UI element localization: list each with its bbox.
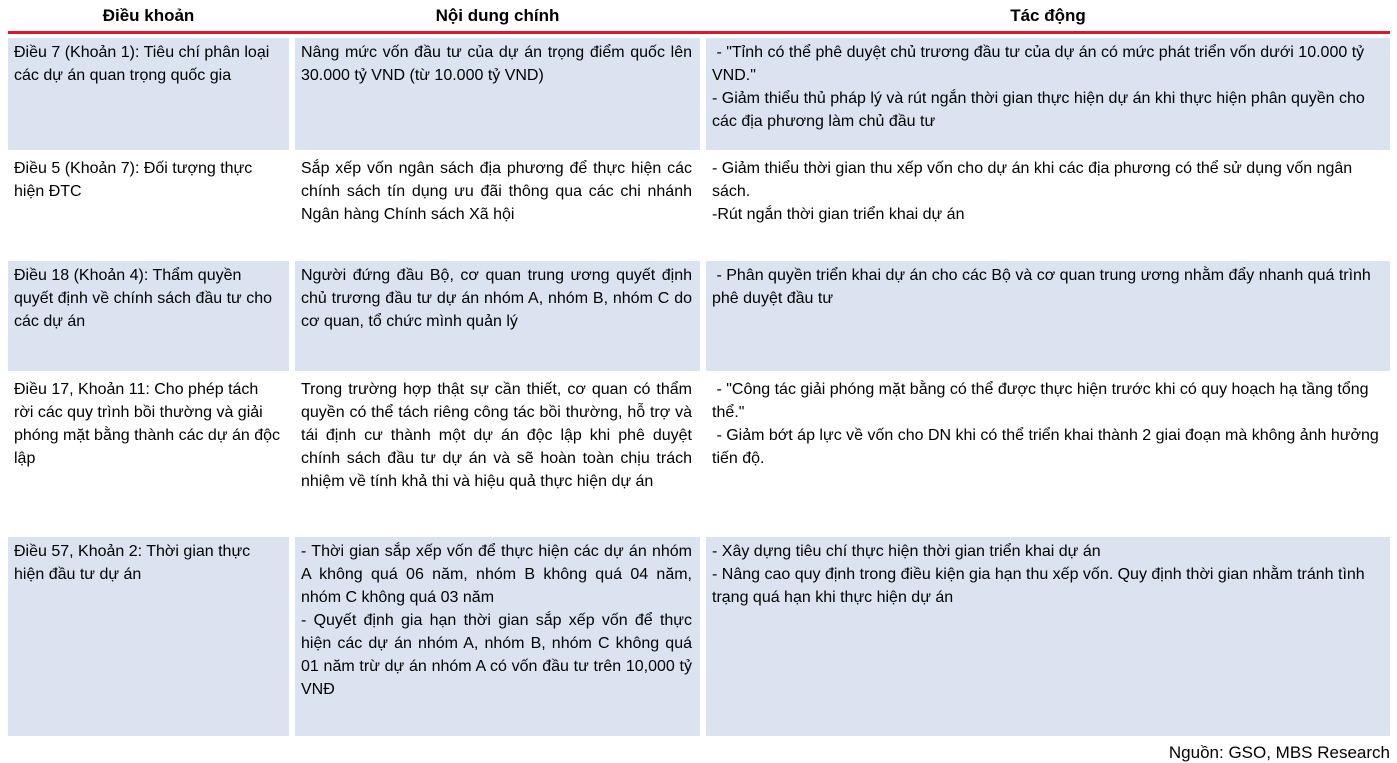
paragraph: - Giảm thiểu thời gian thu xếp vốn cho dự án khi các địa phương có thể sử dụng vốn ngân sách. bbox=[712, 160, 1357, 200]
paragraph: - Giảm bớt áp lực về vốn cho DN khi có thể triển khai thành 2 giai đoạn mà không ảnh hưởng tiến độ. bbox=[712, 427, 1384, 467]
table-row-dieu-7 bbox=[8, 38, 1390, 150]
cell-tac-dong bbox=[706, 154, 1390, 257]
cell-dieu-khoan bbox=[8, 375, 289, 533]
cell-tac-dong bbox=[706, 38, 1390, 150]
cell-dieu-khoan bbox=[8, 261, 289, 371]
cell-noi-dung bbox=[295, 38, 700, 150]
table-header-row bbox=[8, 0, 1390, 31]
paragraph: - Xây dựng tiêu chí thực hiện thời gian triển khai dự án bbox=[712, 543, 1101, 560]
paragraph: Điều 7 (Khoản 1): Tiêu chí phân loại các dự án quan trọng quốc gia bbox=[14, 44, 274, 84]
column-header-tac-dong: Tác động bbox=[1010, 5, 1086, 25]
source-note: Nguồn: GSO, MBS Research bbox=[1168, 743, 1390, 762]
paragraph: - "Công tác giải phóng mặt bằng có thể được thực hiện trước khi có quy hoạch hạ tầng tổng thể." bbox=[712, 381, 1373, 421]
cell-dieu-khoan bbox=[8, 154, 289, 257]
paragraph: - Phân quyền triển khai dự án cho các Bộ và cơ quan trung ương nhằm đẩy nhanh quá trình phê duyệt đầu tư bbox=[712, 267, 1376, 307]
paragraph: - "Tỉnh có thể phê duyệt chủ trương đầu tư của dự án có mức phát triển vốn dưới 10.000 tỷ VND." bbox=[712, 44, 1369, 84]
cell-dieu-khoan bbox=[8, 38, 289, 150]
cell-dieu-khoan bbox=[8, 537, 289, 736]
paragraph: Điều 17, Khoản 11: Cho phép tách rời các quy trình bồi thường và giải phóng mặt bằng thành các dự án độc lập bbox=[14, 381, 285, 467]
cell-noi-dung bbox=[295, 537, 700, 736]
table-row-dieu-5 bbox=[8, 154, 1390, 257]
paragraph: -Rút ngắn thời gian triển khai dự án bbox=[712, 206, 965, 223]
paragraph: Sắp xếp vốn ngân sách địa phương để thực hiện các chính sách tín dụng ưu đãi thông qua các chi nhánh Ngân hàng Chính sách Xã hội bbox=[301, 160, 692, 223]
cell-noi-dung bbox=[295, 154, 700, 257]
paragraph: Trong trường hợp thật sự cần thiết, cơ quan có thẩm quyền có thể tách riêng công tác bồi thường, hỗ trợ và tái định cư thành một dự án độc lập khi phê duyệt chính sách đầu tư dự án và sẽ hoàn toàn chịu trách nhiệm về tính khả thi và hiệu quả thực hiện dự án bbox=[301, 381, 692, 490]
cell-noi-dung bbox=[295, 261, 700, 371]
paragraph: - Quyết định gia hạn thời gian sắp xếp vốn để thực hiện các dự án nhóm A, nhóm B, nhóm C không quá 01 năm trừ dự án nhóm A có vốn đầu tư trên 10,000 tỷ VNĐ bbox=[301, 612, 692, 698]
column-header-noi-dung: Nội dung chính bbox=[435, 5, 560, 25]
table-row-dieu-18 bbox=[8, 261, 1390, 371]
paragraph: Nâng mức vốn đầu tư của dự án trọng điểm quốc lên 30.000 tỷ VND (từ 10.000 tỷ VND) bbox=[301, 44, 692, 84]
cell-tac-dong bbox=[706, 375, 1390, 533]
column-header-dieu-khoan: Điều khoản bbox=[102, 5, 195, 25]
header-divider-rule bbox=[8, 31, 1390, 34]
paragraph: Điều 18 (Khoản 4): Thẩm quyền quyết định về chính sách đầu tư cho các dự án bbox=[14, 267, 277, 330]
cell-tac-dong bbox=[706, 261, 1390, 371]
table-row-dieu-57 bbox=[8, 537, 1390, 736]
paragraph: - Nâng cao quy định trong điều kiện gia hạn thu xếp vốn. Quy định thời gian nhằm tránh tình trạng quá hạn khi thực hiện dự án bbox=[712, 566, 1370, 606]
table-row-dieu-17 bbox=[8, 375, 1390, 533]
cell-tac-dong bbox=[706, 537, 1390, 736]
cell-noi-dung bbox=[295, 375, 700, 533]
paragraph: - Giảm thiểu thủ pháp lý và rút ngắn thời gian thực hiện dự án khi thực hiện phân quyền cho các địa phương làm chủ đầu tư bbox=[712, 90, 1370, 130]
paragraph: Điều 57, Khoản 2: Thời gian thực hiện đầu tư dự án bbox=[14, 543, 255, 583]
paragraph: Điều 5 (Khoản 7): Đối tượng thực hiện ĐTC bbox=[14, 160, 257, 200]
paragraph: - Thời gian sắp xếp vốn để thực hiện các dự án nhóm A không quá 06 năm, nhóm B không quá 04 năm, nhóm C không quá 03 năm bbox=[301, 543, 692, 606]
paragraph: Người đứng đầu Bộ, cơ quan trung ương quyết định chủ trương đầu tư dự án nhóm A, nhóm B, nhóm C do cơ quan, tổ chức mình quản lý bbox=[301, 267, 692, 330]
